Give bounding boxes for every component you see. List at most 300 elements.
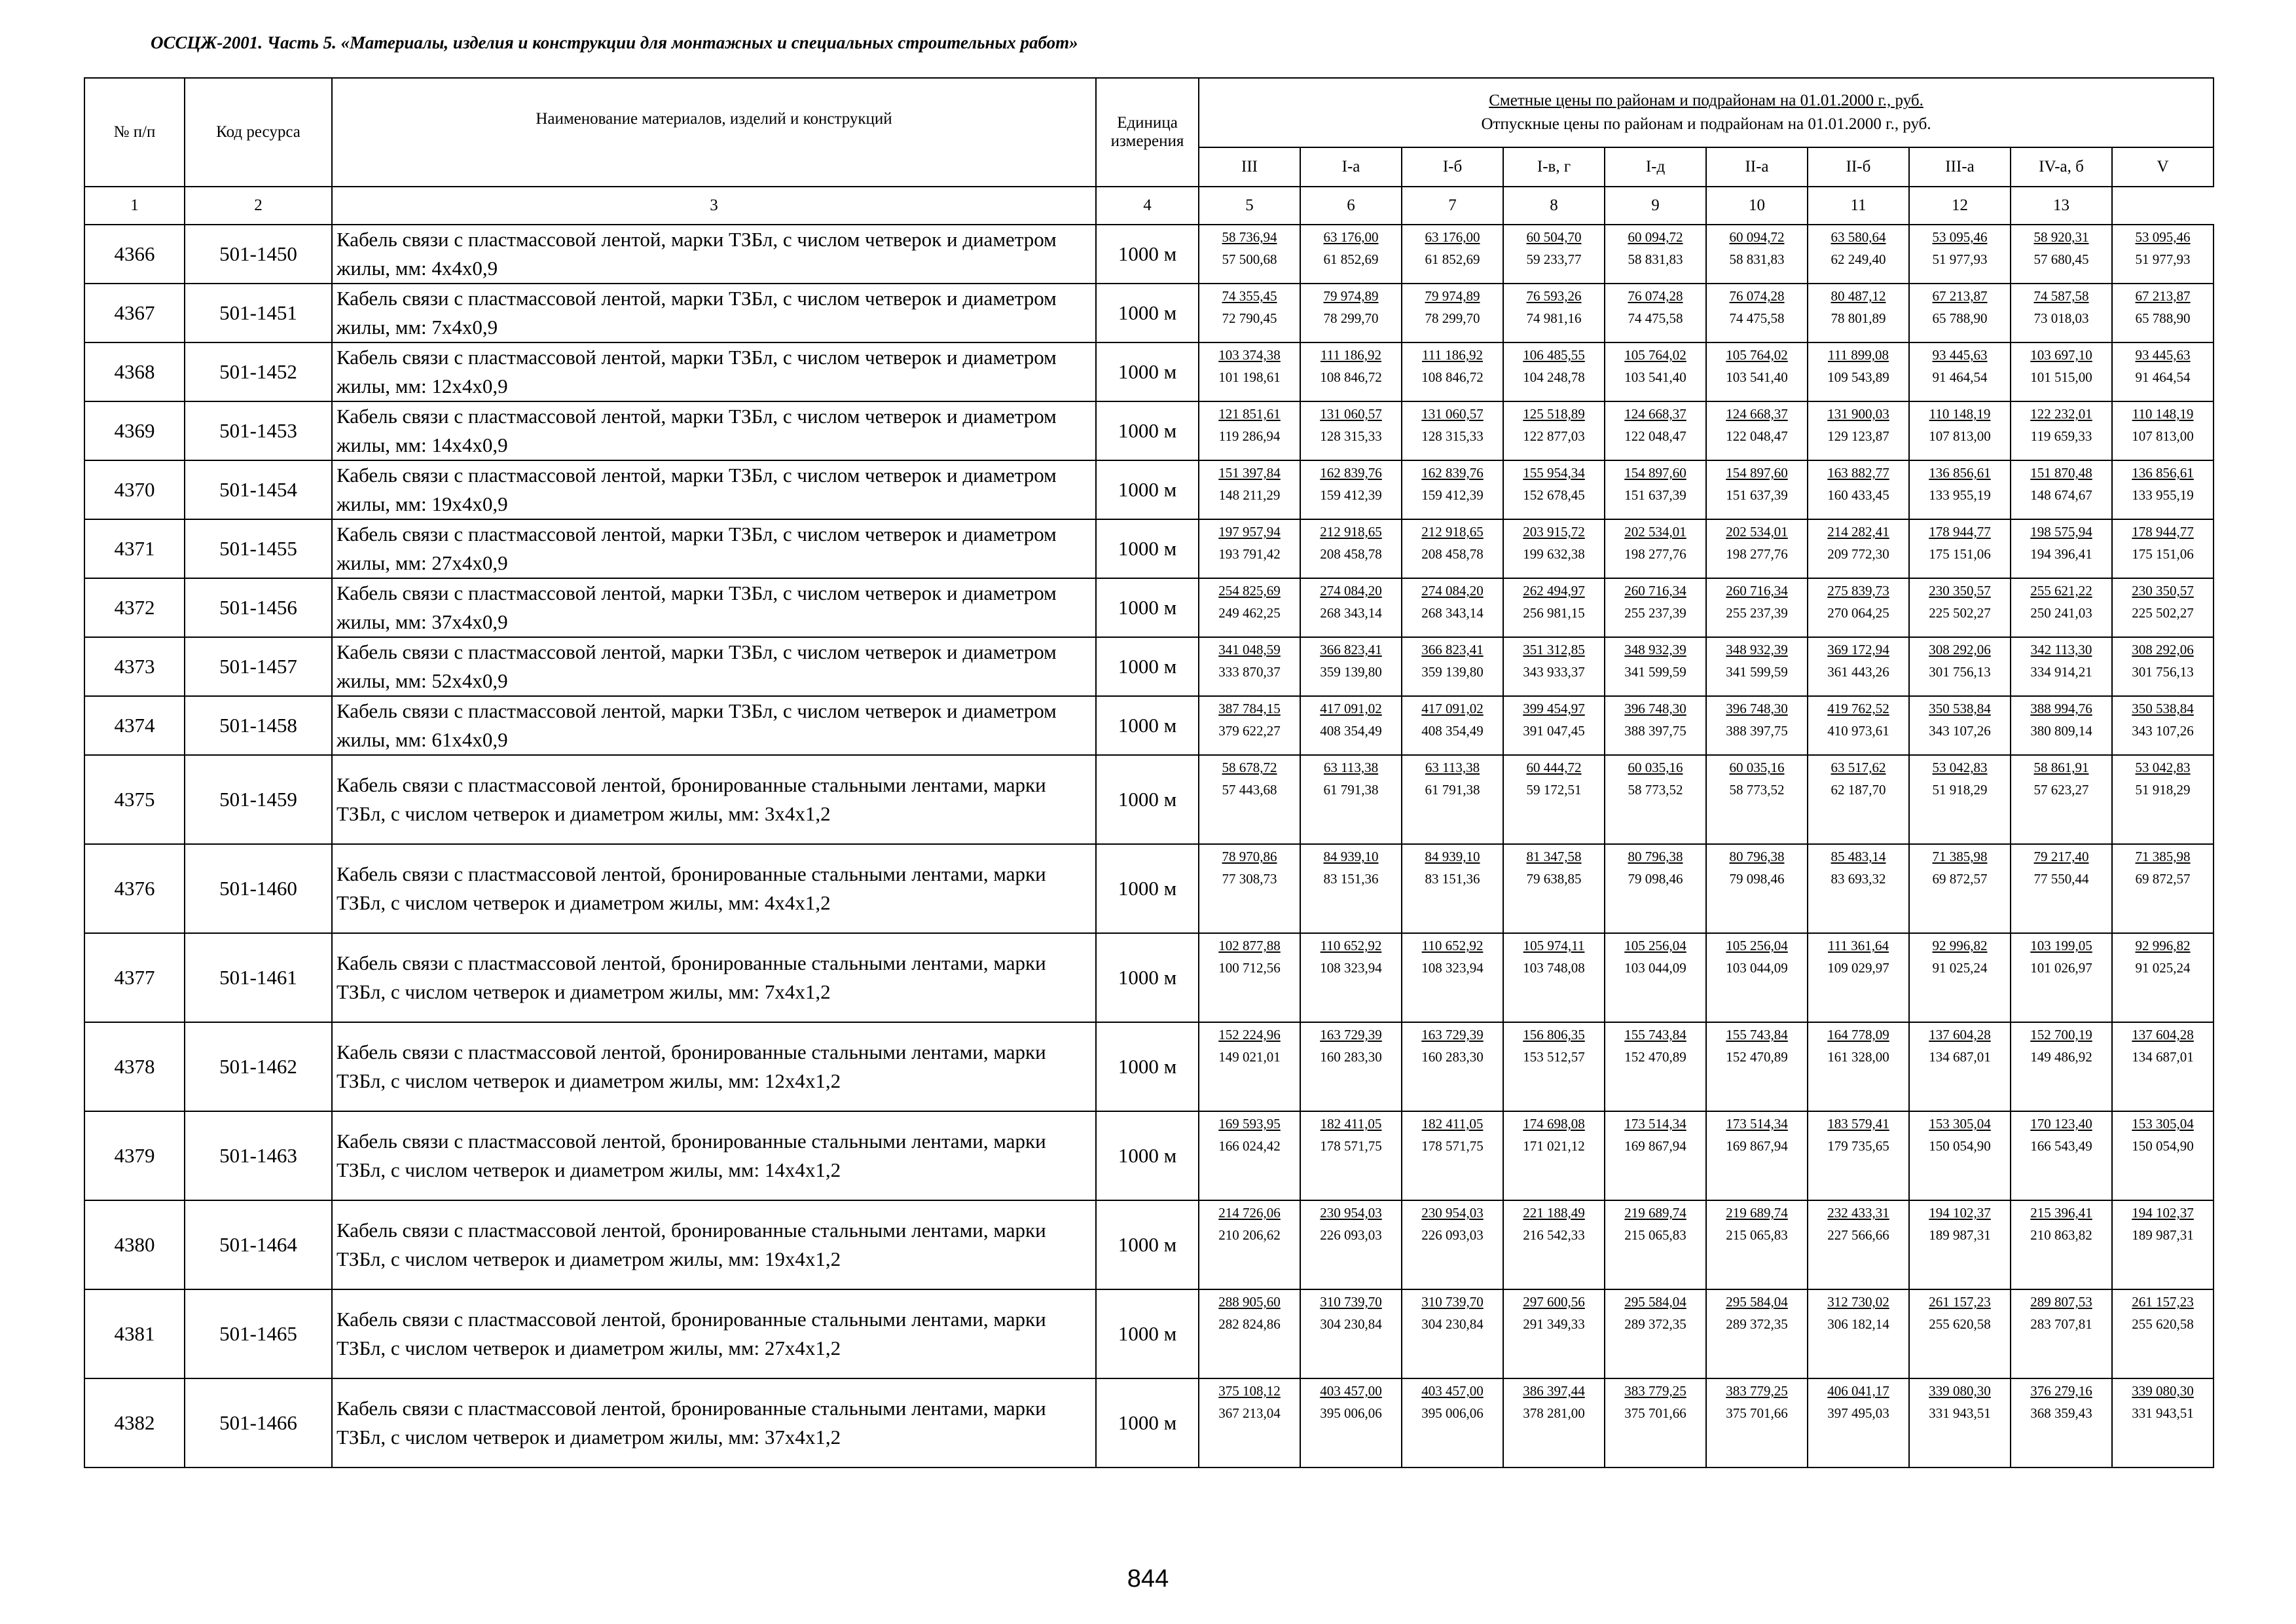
estimated-price: 93 445,63 (2135, 347, 2191, 363)
estimated-price: 383 779,25 (1624, 1383, 1686, 1399)
price-cell (1909, 933, 2011, 1022)
unit-of-measure: 1000 м (1096, 844, 1199, 933)
column-number: 13 (2011, 187, 2112, 225)
release-price: 61 852,69 (1323, 251, 1379, 267)
col-header-num: № п/п (84, 78, 185, 187)
estimated-price: 79 217,40 (2033, 849, 2089, 864)
resource-code: 501-1463 (185, 1111, 332, 1200)
price-cell (1706, 1022, 1808, 1111)
estimated-price: 260 716,34 (1726, 583, 1788, 599)
unit-of-measure: 1000 м (1096, 1378, 1199, 1467)
price-cell (1199, 696, 1300, 755)
release-price: 166 543,49 (2030, 1138, 2092, 1154)
col-header-unit: Единица измерения (1096, 78, 1199, 187)
estimated-price: 76 074,28 (1729, 288, 1785, 304)
row-number: 4378 (84, 1022, 185, 1111)
release-price: 268 343,14 (1421, 605, 1484, 621)
release-price: 361 443,26 (1827, 664, 1889, 680)
release-price: 108 846,72 (1320, 369, 1382, 385)
price-cell (1808, 844, 1909, 933)
release-price: 268 343,14 (1320, 605, 1382, 621)
estimated-price: 71 385,98 (2135, 849, 2191, 864)
release-price: 51 977,93 (1932, 251, 1988, 267)
material-name: Кабель связи с пластмассовой лентой, марки ТЗБл, с числом четверок и диаметром жилы, мм: 7x4x0,9 (332, 284, 1096, 342)
material-name: Кабель связи с пластмассовой лентой, бронированные стальными лентами, марки ТЗБл, с числом четверок и диаметром жилы, мм: 27x4x1,2 (332, 1289, 1096, 1378)
price-cell (2011, 225, 2112, 284)
price-cell (1199, 578, 1300, 637)
price-cell (1808, 696, 1909, 755)
estimated-price: 63 517,62 (1831, 760, 1886, 775)
unit-of-measure: 1000 м (1096, 696, 1199, 755)
estimated-price: 388 994,76 (2030, 701, 2092, 716)
price-cell (2011, 696, 2112, 755)
release-price: 134 687,01 (1929, 1049, 1991, 1065)
release-price: 58 773,52 (1628, 782, 1683, 798)
row-number: 4366 (84, 225, 185, 284)
release-price: 304 230,84 (1320, 1316, 1382, 1332)
estimated-price: 92 996,82 (2135, 938, 2191, 953)
release-price: 153 512,57 (1523, 1049, 1585, 1065)
release-price: 331 943,51 (2132, 1405, 2194, 1421)
release-price: 368 359,43 (2030, 1405, 2092, 1421)
price-cell (1300, 1200, 1402, 1289)
estimated-price: 124 668,37 (1726, 406, 1788, 422)
release-price: 103 044,09 (1726, 960, 1788, 976)
resource-code: 501-1458 (185, 696, 332, 755)
release-price: 58 831,83 (1628, 251, 1683, 267)
region-header: III (1199, 147, 1300, 187)
price-cell (2011, 578, 2112, 637)
price-cell (2112, 284, 2214, 342)
resource-code: 501-1450 (185, 225, 332, 284)
estimated-price: 198 575,94 (2030, 524, 2092, 540)
estimated-price: 162 839,76 (1320, 465, 1382, 481)
price-cell (1605, 696, 1706, 755)
price-cell (2112, 342, 2214, 401)
price-cell (1706, 1111, 1808, 1200)
material-name: Кабель связи с пластмассовой лентой, бронированные стальными лентами, марки ТЗБл, с числом четверок и диаметром жилы, мм: 19x4x1,2 (332, 1200, 1096, 1289)
release-price: 73 018,03 (2033, 310, 2089, 326)
estimated-price: 288 905,60 (1218, 1294, 1281, 1310)
estimated-price: 178 944,77 (1929, 524, 1991, 540)
release-price: 109 029,97 (1827, 960, 1889, 976)
price-cell (1503, 1378, 1605, 1467)
price-cell (2112, 225, 2214, 284)
price-cell (1605, 460, 1706, 519)
release-price: 367 213,04 (1218, 1405, 1281, 1421)
table-row (84, 755, 2214, 844)
resource-code: 501-1457 (185, 637, 332, 696)
region-header: II-а (1706, 147, 1808, 187)
estimated-price: 105 256,04 (1726, 938, 1788, 953)
estimated-price: 163 729,39 (1421, 1027, 1484, 1043)
estimated-price: 219 689,74 (1624, 1205, 1686, 1221)
price-cell (1605, 578, 1706, 637)
table-row (84, 933, 2214, 1022)
price-cell (2112, 637, 2214, 696)
price-cell (1706, 1378, 1808, 1467)
price-cell (1300, 1289, 1402, 1378)
unit-of-measure: 1000 м (1096, 1111, 1199, 1200)
estimated-price: 63 176,00 (1323, 229, 1379, 245)
estimated-price: 84 939,10 (1323, 849, 1379, 864)
price-cell (2011, 1289, 2112, 1378)
price-cell (1402, 1022, 1503, 1111)
estimated-price: 53 095,46 (1932, 229, 1988, 245)
release-price: 159 412,39 (1320, 487, 1382, 503)
price-cell (2112, 578, 2214, 637)
estimated-price: 131 900,03 (1827, 406, 1889, 422)
estimated-price: 63 113,38 (1425, 760, 1480, 775)
estimated-price: 71 385,98 (1932, 849, 1988, 864)
unit-of-measure: 1000 м (1096, 1289, 1199, 1378)
price-cell (1402, 401, 1503, 460)
estimated-price: 58 678,72 (1222, 760, 1277, 775)
release-price: 410 973,61 (1827, 723, 1889, 739)
estimated-price: 230 350,57 (2132, 583, 2194, 599)
price-cell (1706, 519, 1808, 578)
release-price: 133 955,19 (1929, 487, 1991, 503)
release-price: 62 187,70 (1831, 782, 1886, 798)
row-number: 4379 (84, 1111, 185, 1200)
estimated-price: 60 444,72 (1526, 760, 1582, 775)
estimated-price: 174 698,08 (1523, 1116, 1585, 1132)
price-cell (1503, 637, 1605, 696)
release-price: 57 623,27 (2033, 782, 2089, 798)
estimated-price: 121 851,61 (1218, 406, 1281, 422)
table-row (84, 637, 2214, 696)
material-name: Кабель связи с пластмассовой лентой, марки ТЗБл, с числом четверок и диаметром жилы, мм: 61x4x0,9 (332, 696, 1096, 755)
region-header: I-в, г (1503, 147, 1605, 187)
price-cell (1402, 460, 1503, 519)
price-cell (1605, 284, 1706, 342)
price-group-title-release: Отпускные цены по районам и подрайонам на 01.01.2000 г., руб. (1481, 115, 1931, 133)
release-price: 304 230,84 (1421, 1316, 1484, 1332)
estimated-price: 221 188,49 (1523, 1205, 1585, 1221)
release-price: 388 397,75 (1624, 723, 1686, 739)
unit-of-measure: 1000 м (1096, 284, 1199, 342)
release-price: 334 914,21 (2030, 664, 2092, 680)
estimated-price: 403 457,00 (1320, 1383, 1382, 1399)
release-price: 91 464,54 (1932, 369, 1988, 385)
price-cell (1402, 755, 1503, 844)
price-cell (1808, 1289, 1909, 1378)
column-number: 2 (185, 187, 332, 225)
estimated-price: 125 518,89 (1523, 406, 1585, 422)
price-cell (1402, 1200, 1503, 1289)
unit-of-measure: 1000 м (1096, 1200, 1199, 1289)
price-cell (2011, 460, 2112, 519)
estimated-price: 350 538,84 (2132, 701, 2194, 716)
release-price: 100 712,56 (1218, 960, 1281, 976)
estimated-price: 262 494,97 (1523, 583, 1585, 599)
row-number: 4372 (84, 578, 185, 637)
release-price: 122 048,47 (1726, 428, 1788, 444)
price-cell (1808, 460, 1909, 519)
estimated-price: 254 825,69 (1218, 583, 1281, 599)
release-price: 395 006,06 (1421, 1405, 1484, 1421)
estimated-price: 289 807,53 (2030, 1294, 2092, 1310)
release-price: 189 987,31 (2132, 1227, 2194, 1243)
estimated-price: 348 932,39 (1726, 642, 1788, 657)
estimated-price: 351 312,85 (1523, 642, 1585, 657)
estimated-price: 110 652,92 (1421, 938, 1484, 953)
price-cell (1503, 460, 1605, 519)
release-price: 51 918,29 (1932, 782, 1988, 798)
table-row (84, 401, 2214, 460)
resource-code: 501-1459 (185, 755, 332, 844)
price-cell (2011, 401, 2112, 460)
row-number: 4370 (84, 460, 185, 519)
resource-code: 501-1455 (185, 519, 332, 578)
release-price: 160 283,30 (1320, 1049, 1382, 1065)
price-cell (1605, 637, 1706, 696)
row-number: 4369 (84, 401, 185, 460)
column-number: 8 (1503, 187, 1605, 225)
release-price: 226 093,03 (1320, 1227, 1382, 1243)
release-price: 408 354,49 (1320, 723, 1382, 739)
estimated-price: 214 726,06 (1218, 1205, 1281, 1221)
price-cell (1706, 284, 1808, 342)
material-name: Кабель связи с пластмассовой лентой, марки ТЗБл, с числом четверок и диаметром жилы, мм: 19x4x0,9 (332, 460, 1096, 519)
estimated-price: 383 779,25 (1726, 1383, 1788, 1399)
table-row (84, 460, 2214, 519)
price-cell (1402, 696, 1503, 755)
estimated-price: 78 970,86 (1222, 849, 1277, 864)
price-cell (1909, 578, 2011, 637)
release-price: 104 248,78 (1523, 369, 1585, 385)
release-price: 255 237,39 (1624, 605, 1686, 621)
price-cell (2112, 1022, 2214, 1111)
estimated-price: 110 148,19 (1929, 406, 1991, 422)
estimated-price: 154 897,60 (1624, 465, 1686, 481)
price-cell (1909, 284, 2011, 342)
estimated-price: 80 796,38 (1729, 849, 1785, 864)
release-price: 134 687,01 (2132, 1049, 2194, 1065)
release-price: 128 315,33 (1320, 428, 1382, 444)
estimated-price: 136 856,61 (2132, 465, 2194, 481)
estimated-price: 60 094,72 (1628, 229, 1683, 245)
price-cell (1706, 1200, 1808, 1289)
price-cell (1605, 401, 1706, 460)
estimated-price: 182 411,05 (1320, 1116, 1382, 1132)
resource-code: 501-1451 (185, 284, 332, 342)
price-cell (1808, 519, 1909, 578)
price-cell (1503, 844, 1605, 933)
price-cell (1605, 755, 1706, 844)
estimated-price: 79 974,89 (1425, 288, 1480, 304)
release-price: 77 550,44 (2033, 871, 2089, 887)
estimated-price: 63 113,38 (1323, 760, 1379, 775)
material-name: Кабель связи с пластмассовой лентой, бронированные стальными лентами, марки ТЗБл, с числом четверок и диаметром жилы, мм: 7x4x1,2 (332, 933, 1096, 1022)
release-price: 343 933,37 (1523, 664, 1585, 680)
row-number: 4368 (84, 342, 185, 401)
price-cell (1909, 1022, 2011, 1111)
price-cell (1503, 342, 1605, 401)
price-cell (2112, 1378, 2214, 1467)
price-cell (1503, 1200, 1605, 1289)
release-price: 119 286,94 (1218, 428, 1281, 444)
estimated-price: 76 593,26 (1526, 288, 1582, 304)
estimated-price: 84 939,10 (1425, 849, 1480, 864)
unit-of-measure: 1000 м (1096, 1022, 1199, 1111)
release-price: 77 308,73 (1222, 871, 1277, 887)
estimated-price: 261 157,23 (2132, 1294, 2194, 1310)
release-price: 159 412,39 (1421, 487, 1484, 503)
price-cell (1300, 519, 1402, 578)
row-number: 4380 (84, 1200, 185, 1289)
material-name: Кабель связи с пластмассовой лентой, бронированные стальными лентами, марки ТЗБл, с числом четверок и диаметром жилы, мм: 14x4x1,2 (332, 1111, 1096, 1200)
price-cell (1909, 225, 2011, 284)
release-price: 101 515,00 (2030, 369, 2092, 385)
estimated-price: 131 060,57 (1421, 406, 1484, 422)
price-cell (1199, 1289, 1300, 1378)
price-cell (1503, 401, 1605, 460)
price-cell (2011, 844, 2112, 933)
price-cell (1706, 933, 1808, 1022)
release-price: 108 323,94 (1320, 960, 1382, 976)
col-header-code: Код ресурса (185, 78, 332, 187)
release-price: 282 824,86 (1218, 1316, 1281, 1332)
release-price: 208 458,78 (1421, 546, 1484, 562)
release-price: 291 349,33 (1523, 1316, 1585, 1332)
release-price: 161 328,00 (1827, 1049, 1889, 1065)
estimated-price: 152 700,19 (2030, 1027, 2092, 1043)
release-price: 289 372,35 (1726, 1316, 1788, 1332)
resource-code: 501-1452 (185, 342, 332, 401)
price-cell (1199, 637, 1300, 696)
price-cell (1605, 1022, 1706, 1111)
estimated-price: 137 604,28 (1929, 1027, 1991, 1043)
price-cell (1605, 1111, 1706, 1200)
price-cell (2112, 1289, 2214, 1378)
resource-code: 501-1464 (185, 1200, 332, 1289)
region-header: I-а (1300, 147, 1402, 187)
table-row (84, 1289, 2214, 1378)
estimated-price: 255 621,22 (2030, 583, 2092, 599)
resource-code: 501-1454 (185, 460, 332, 519)
estimated-price: 105 256,04 (1624, 938, 1686, 953)
table-row (84, 519, 2214, 578)
estimated-price: 219 689,74 (1726, 1205, 1788, 1221)
release-price: 51 918,29 (2135, 782, 2191, 798)
release-price: 283 707,81 (2030, 1316, 2092, 1332)
estimated-price: 137 604,28 (2132, 1027, 2194, 1043)
column-number: 4 (1096, 187, 1199, 225)
estimated-price: 60 094,72 (1729, 229, 1785, 245)
price-cell (2011, 1378, 2112, 1467)
estimated-price: 274 084,20 (1320, 583, 1382, 599)
price-cell (2011, 1022, 2112, 1111)
release-price: 166 024,42 (1218, 1138, 1281, 1154)
estimated-price: 103 199,05 (2030, 938, 2092, 953)
release-price: 122 877,03 (1523, 428, 1585, 444)
estimated-price: 63 176,00 (1425, 229, 1480, 245)
price-cell (1909, 460, 2011, 519)
price-cell (1402, 637, 1503, 696)
release-price: 175 151,06 (2132, 546, 2194, 562)
price-cell (1909, 755, 2011, 844)
column-number: 10 (1706, 187, 1808, 225)
row-number: 4376 (84, 844, 185, 933)
estimated-price: 58 861,91 (2033, 760, 2089, 775)
estimated-price: 92 996,82 (1932, 938, 1988, 953)
price-cell (1808, 342, 1909, 401)
price-cell (1909, 401, 2011, 460)
estimated-price: 53 042,83 (1932, 760, 1988, 775)
release-price: 108 323,94 (1421, 960, 1484, 976)
row-number: 4371 (84, 519, 185, 578)
material-name: Кабель связи с пластмассовой лентой, марки ТЗБл, с числом четверок и диаметром жилы, мм: 12x4x0,9 (332, 342, 1096, 401)
release-price: 270 064,25 (1827, 605, 1889, 621)
release-price: 91 025,24 (2135, 960, 2191, 976)
estimated-price: 417 091,02 (1421, 701, 1484, 716)
estimated-price: 58 736,94 (1222, 229, 1277, 245)
release-price: 103 044,09 (1624, 960, 1686, 976)
row-number: 4373 (84, 637, 185, 696)
release-price: 74 475,58 (1729, 310, 1785, 326)
estimated-price: 153 305,04 (1929, 1116, 1991, 1132)
price-cell (2011, 933, 2112, 1022)
release-price: 65 788,90 (2135, 310, 2191, 326)
price-cell (1300, 1378, 1402, 1467)
release-price: 72 790,45 (1222, 310, 1277, 326)
price-cell (1300, 696, 1402, 755)
price-cell (1300, 1022, 1402, 1111)
price-cell (1909, 1200, 2011, 1289)
estimated-price: 58 920,31 (2033, 229, 2089, 245)
estimated-price: 339 080,30 (1929, 1383, 1991, 1399)
estimated-price: 310 739,70 (1320, 1294, 1382, 1310)
table-row (84, 696, 2214, 755)
release-price: 198 277,76 (1624, 546, 1686, 562)
price-cell (1199, 519, 1300, 578)
release-price: 151 637,39 (1624, 487, 1686, 503)
row-number: 4377 (84, 933, 185, 1022)
release-price: 225 502,27 (2132, 605, 2194, 621)
release-price: 150 054,90 (2132, 1138, 2194, 1154)
release-price: 249 462,25 (1218, 605, 1281, 621)
release-price: 178 571,75 (1320, 1138, 1382, 1154)
estimated-price: 295 584,04 (1726, 1294, 1788, 1310)
estimated-price: 194 102,37 (2132, 1205, 2194, 1221)
release-price: 341 599,59 (1726, 664, 1788, 680)
price-cell (1909, 1289, 2011, 1378)
release-price: 59 172,51 (1526, 782, 1582, 798)
price-cell (1605, 933, 1706, 1022)
price-cell (1605, 1200, 1706, 1289)
price-cell (1706, 225, 1808, 284)
estimated-price: 274 084,20 (1421, 583, 1484, 599)
release-price: 61 791,38 (1323, 782, 1379, 798)
price-cell (1706, 342, 1808, 401)
release-price: 152 678,45 (1523, 487, 1585, 503)
estimated-price: 403 457,00 (1421, 1383, 1484, 1399)
price-cell (1706, 1289, 1808, 1378)
row-number: 4375 (84, 755, 185, 844)
estimated-price: 312 730,02 (1827, 1294, 1889, 1310)
price-cell (2112, 755, 2214, 844)
release-price: 395 006,06 (1320, 1405, 1382, 1421)
release-price: 169 867,94 (1624, 1138, 1686, 1154)
estimated-price: 136 856,61 (1929, 465, 1991, 481)
price-cell (2112, 460, 2214, 519)
estimated-price: 105 974,11 (1523, 938, 1585, 953)
estimated-price: 376 279,16 (2030, 1383, 2092, 1399)
estimated-price: 111 899,08 (1828, 347, 1889, 363)
resource-code: 501-1453 (185, 401, 332, 460)
material-name: Кабель связи с пластмассовой лентой, бронированные стальными лентами, марки ТЗБл, с числом четверок и диаметром жилы, мм: 12x4x1,2 (332, 1022, 1096, 1111)
